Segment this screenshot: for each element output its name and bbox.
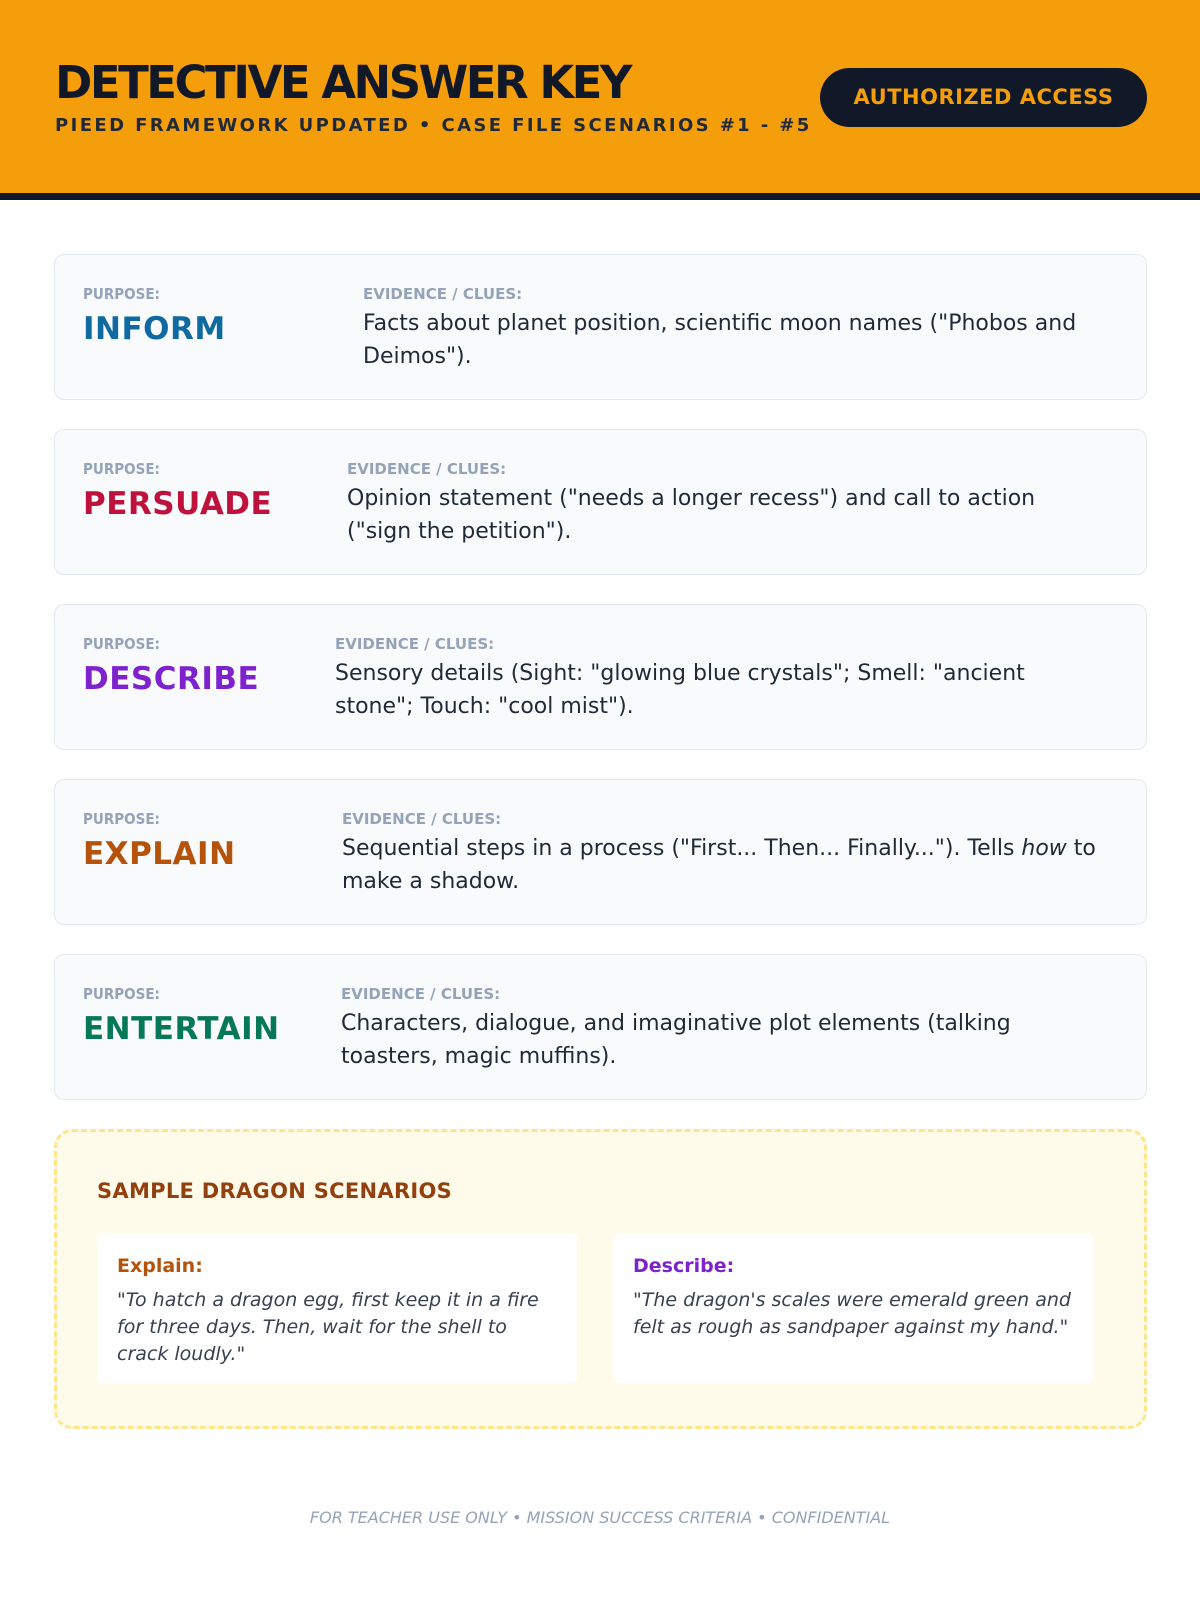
sample-label: Explain: bbox=[117, 1255, 203, 1277]
evidence-text-part: to make a shadow. bbox=[342, 836, 1096, 894]
scenarios-title: SAMPLE DRAGON SCENARIOS bbox=[97, 1179, 453, 1203]
purpose-value: DESCRIBE bbox=[83, 661, 260, 697]
evidence-label: EVIDENCE / CLUES: bbox=[342, 810, 502, 828]
authorized-access-badge: AUTHORIZED ACCESS bbox=[820, 68, 1147, 127]
page-subtitle: PIEED FRAMEWORK UPDATED • CASE FILE SCENARIOS #1 - #5 bbox=[55, 115, 812, 136]
evidence-text: Sensory details (Sight: "glowing blue crystals"; Smell: "ancient stone"; Touch: "cool mist"). bbox=[335, 661, 1025, 719]
evidence-label: EVIDENCE / CLUES: bbox=[341, 985, 501, 1003]
purpose-card-entertain bbox=[54, 954, 1147, 1100]
sample-label: Describe: bbox=[633, 1255, 735, 1277]
evidence-text: Opinion statement ("needs a longer recess") and call to action ("sign the petition"). bbox=[347, 486, 1036, 544]
purpose-label: PURPOSE: bbox=[83, 985, 160, 1003]
page-title: DETECTIVE ANSWER KEY bbox=[55, 56, 631, 109]
purpose-label: PURPOSE: bbox=[83, 460, 160, 478]
evidence-label: EVIDENCE / CLUES: bbox=[347, 460, 507, 478]
sample-scenarios-box bbox=[54, 1129, 1147, 1429]
sample-quote: "The dragon's scales were emerald green and felt as rough as sandpaper against my hand." bbox=[633, 1289, 1071, 1338]
purpose-value: ENTERTAIN bbox=[83, 1011, 280, 1047]
evidence-label: EVIDENCE / CLUES: bbox=[363, 285, 523, 303]
evidence-text: Facts about planet position, scientific moon names ("Phobos and Deimos"). bbox=[363, 311, 1077, 369]
purpose-card-persuade bbox=[54, 429, 1147, 575]
evidence-text-part: Sequential steps in a process ("First... Then... Finally..."). Tells bbox=[342, 836, 1022, 861]
purpose-label: PURPOSE: bbox=[83, 810, 160, 828]
header-banner bbox=[0, 0, 1200, 200]
purpose-label: PURPOSE: bbox=[83, 285, 160, 303]
evidence-emphasis: how bbox=[1021, 836, 1067, 861]
purpose-card-explain bbox=[54, 779, 1147, 925]
sample-card-describe bbox=[613, 1233, 1093, 1383]
evidence-label: EVIDENCE / CLUES: bbox=[335, 635, 495, 653]
purpose-label: PURPOSE: bbox=[83, 635, 160, 653]
purpose-card-describe bbox=[54, 604, 1147, 750]
sample-card-explain bbox=[97, 1233, 577, 1383]
evidence-text: Characters, dialogue, and imaginative plot elements (talking toasters, magic muffins). bbox=[341, 1011, 1011, 1069]
purpose-card-inform bbox=[54, 254, 1147, 400]
sample-quote: "To hatch a dragon egg, first keep it in a fire for three days. Then, wait for the shell to crack loudly." bbox=[117, 1289, 539, 1365]
purpose-value: INFORM bbox=[83, 311, 226, 347]
evidence-text bbox=[342, 832, 1106, 898]
purpose-value: EXPLAIN bbox=[83, 836, 236, 872]
footer-note: FOR TEACHER USE ONLY • MISSION SUCCESS CRITERIA • CONFIDENTIAL bbox=[309, 1508, 891, 1527]
purpose-value: PERSUADE bbox=[83, 486, 273, 522]
